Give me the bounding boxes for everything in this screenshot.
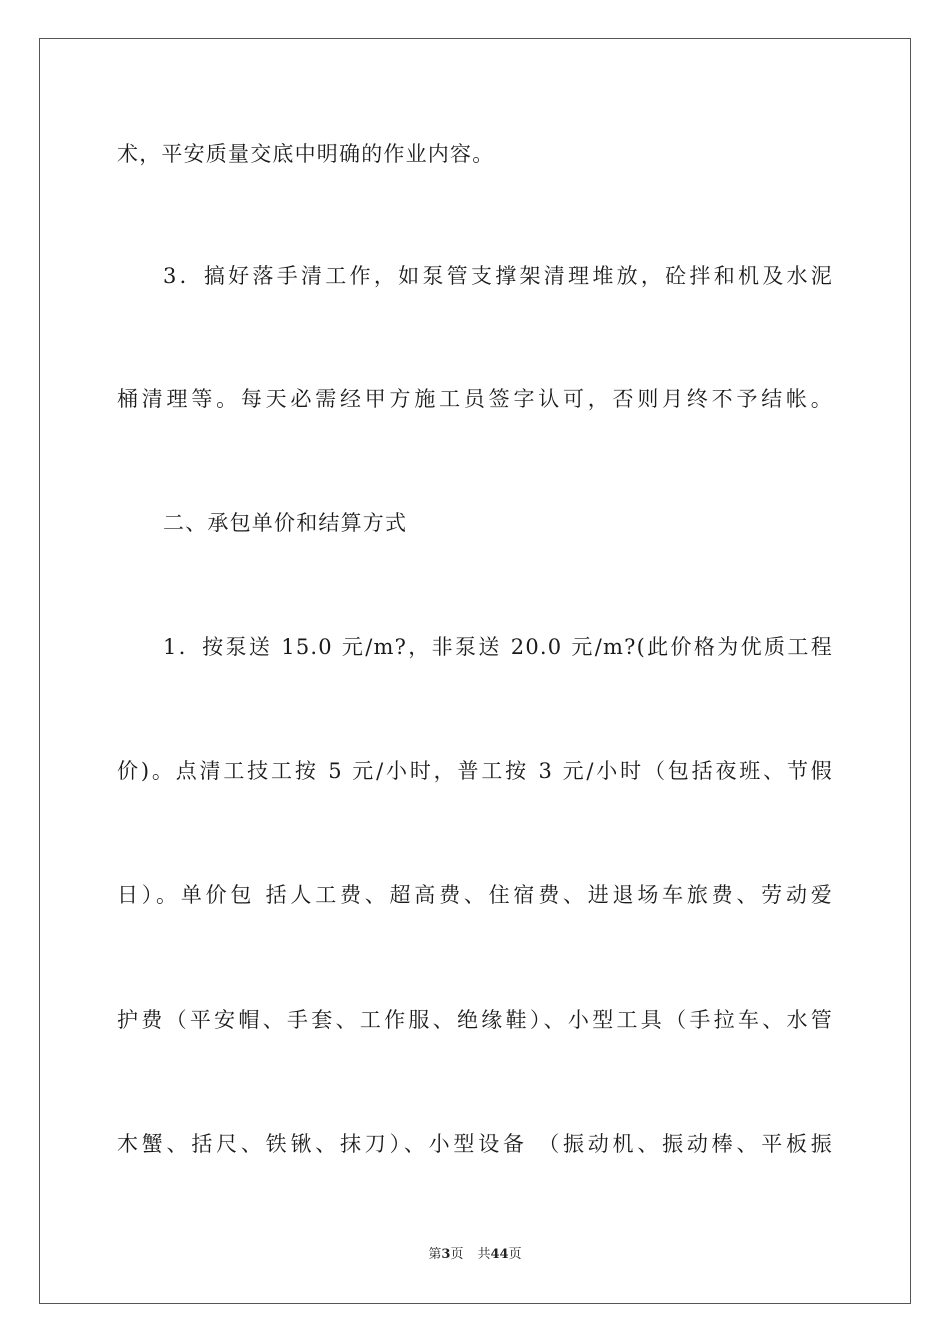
page-suffix: 页: [450, 1247, 464, 1262]
section-heading: 二、承包单价和结算方式: [163, 511, 408, 535]
total-prefix: 共: [477, 1247, 491, 1262]
text-line-5: 1．按泵送 15.0 元/m?，非泵送 20.0 元/m?(此价格为优质工程: [163, 635, 833, 659]
text-line-3: 桶清理等。每天必需经甲方施工员签字认可，否则月终不予结帐。: [117, 387, 833, 411]
text-line-2: 3．搞好落手清工作，如泵管支撑架清理堆放，砼拌和机及水泥: [163, 264, 833, 288]
total-suffix: 页: [508, 1247, 522, 1262]
page-number: 3: [441, 1247, 451, 1262]
text-line-6: 价)。点清工技工按 5 元/小时，普工按 3 元/小时（包括夜班、节假: [117, 759, 833, 783]
page-footer: [0, 1246, 950, 1264]
page-frame: [39, 38, 911, 1304]
text-line-7: 日）。单价包 括人工费、超高费、住宿费、进退场车旅费、劳动爱: [117, 883, 833, 907]
total-pages: 44: [490, 1247, 509, 1262]
text-line-1: 术，平安质量交底中明确的作业内容。: [117, 142, 495, 166]
text-line-8: 护费（平安帽、手套、工作服、绝缘鞋）、小型工具（手拉车、水管: [117, 1008, 833, 1032]
page-prefix: 第: [428, 1247, 442, 1262]
text-line-9: 木蟹、括尺、铁锹、抹刀）、小型设备 （振动机、振动棒、平板振: [117, 1132, 833, 1156]
